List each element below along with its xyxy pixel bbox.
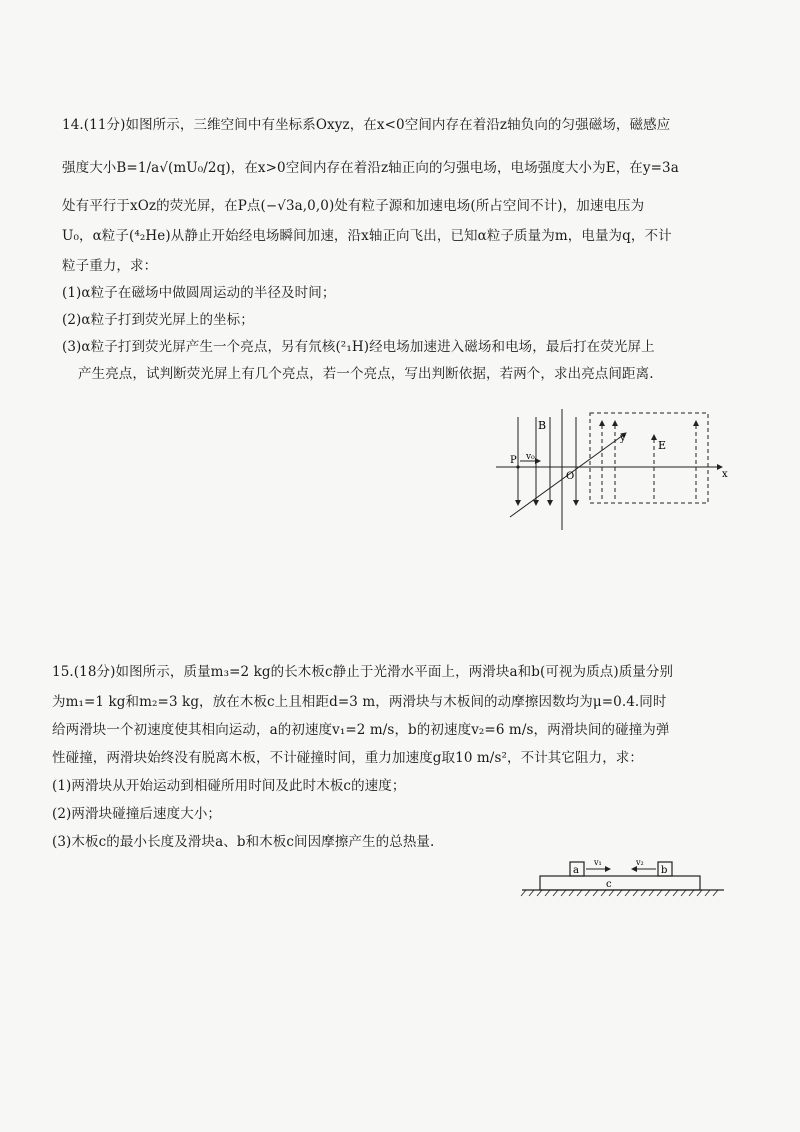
q14-line-4: U₀，α粒子(⁴₂He)从静止开始经电场瞬间加速，沿x轴正向飞出，已知α粒子质量为m，电量为q，不计 <box>62 228 672 244</box>
board-c <box>540 876 700 890</box>
q14-field-diagram <box>490 405 730 535</box>
q15-line-3: 给两滑块一个初速度使其相向运动，a的初速度v₁=2 m/s，b的初速度v₂=6 m/s，两滑块间的碰撞为弹 <box>52 722 670 738</box>
label-o: O <box>566 471 575 482</box>
q14-line-2: 强度大小B=1/a√(mU₀/2q)，在x>0空间内存在着沿z轴正向的匀强电场，电场强度大小为E，在y=3a <box>62 160 679 176</box>
q15-line-4: 性碰撞，两滑块始终没有脱离木板，不计碰撞时间，重力加速度g取10 m/s²，不计其它阻力，求： <box>52 750 643 766</box>
label-x: x <box>722 469 728 480</box>
label-b-block: b <box>661 865 668 876</box>
label-y: y <box>620 433 626 444</box>
label-v0: v₀ <box>526 452 535 462</box>
q14-subq-3-cont: 产生亮点，试判断荧光屏上有几个亮点，若一个亮点，写出判断依据，若两个，求出亮点间距离. <box>78 366 654 382</box>
q15-subq-1: (1)两滑块从开始运动到相碰所用时间及此时木板c的速度； <box>52 778 406 794</box>
q15-subq-3: (3)木板c的最小长度及滑块a、b和木板c间因摩擦产生的总热量. <box>52 834 435 850</box>
label-a: a <box>573 865 579 876</box>
q14-subq-1: (1)α粒子在磁场中做圆周运动的半径及时间； <box>62 285 336 301</box>
e-field-region <box>590 413 708 503</box>
label-p: P <box>510 455 517 466</box>
label-e: E <box>658 439 667 452</box>
q15-line-1: 15.(18分)如图所示，质量m₃=2 kg的长木板c静止于光滑水平面上，两滑块a和b(可视为质点)质量分别 <box>52 664 674 680</box>
label-v1: v₁ <box>594 858 602 867</box>
q14-line-5: 粒子重力，求： <box>62 258 158 274</box>
q15-subq-2: (2)两滑块碰撞后速度大小； <box>52 806 222 822</box>
ground-hatch <box>521 890 718 896</box>
q14-subq-3: (3)α粒子打到荧光屏产生一个亮点，另有氘核(²₁H)经电场加速进入磁场和电场，最后打在荧光屏上 <box>62 339 655 355</box>
label-b: B <box>538 419 547 432</box>
point-p <box>516 465 519 468</box>
q15-board-diagram <box>518 852 728 902</box>
q15-line-2: 为m₁=1 kg和m₂=3 kg，放在木板c上且相距d=3 m，两滑块与木板间的动摩擦因数均为μ=0.4.同时 <box>52 694 667 710</box>
q14-line-3: 处有平行于xOz的荧光屏，在P点(−√3a,0,0)处有粒子源和加速电场(所占空间不计)，加速电压为 <box>62 198 645 214</box>
label-c: c <box>606 879 612 890</box>
q14-subq-2: (2)α粒子打到荧光屏上的坐标； <box>62 312 254 328</box>
label-v2: v₂ <box>636 858 644 867</box>
q14-line-1: 14.(11分)如图所示，三维空间中有坐标系Oxyz，在x<0空间内存在着沿z轴负向的匀强磁场，磁感应 <box>62 117 671 133</box>
